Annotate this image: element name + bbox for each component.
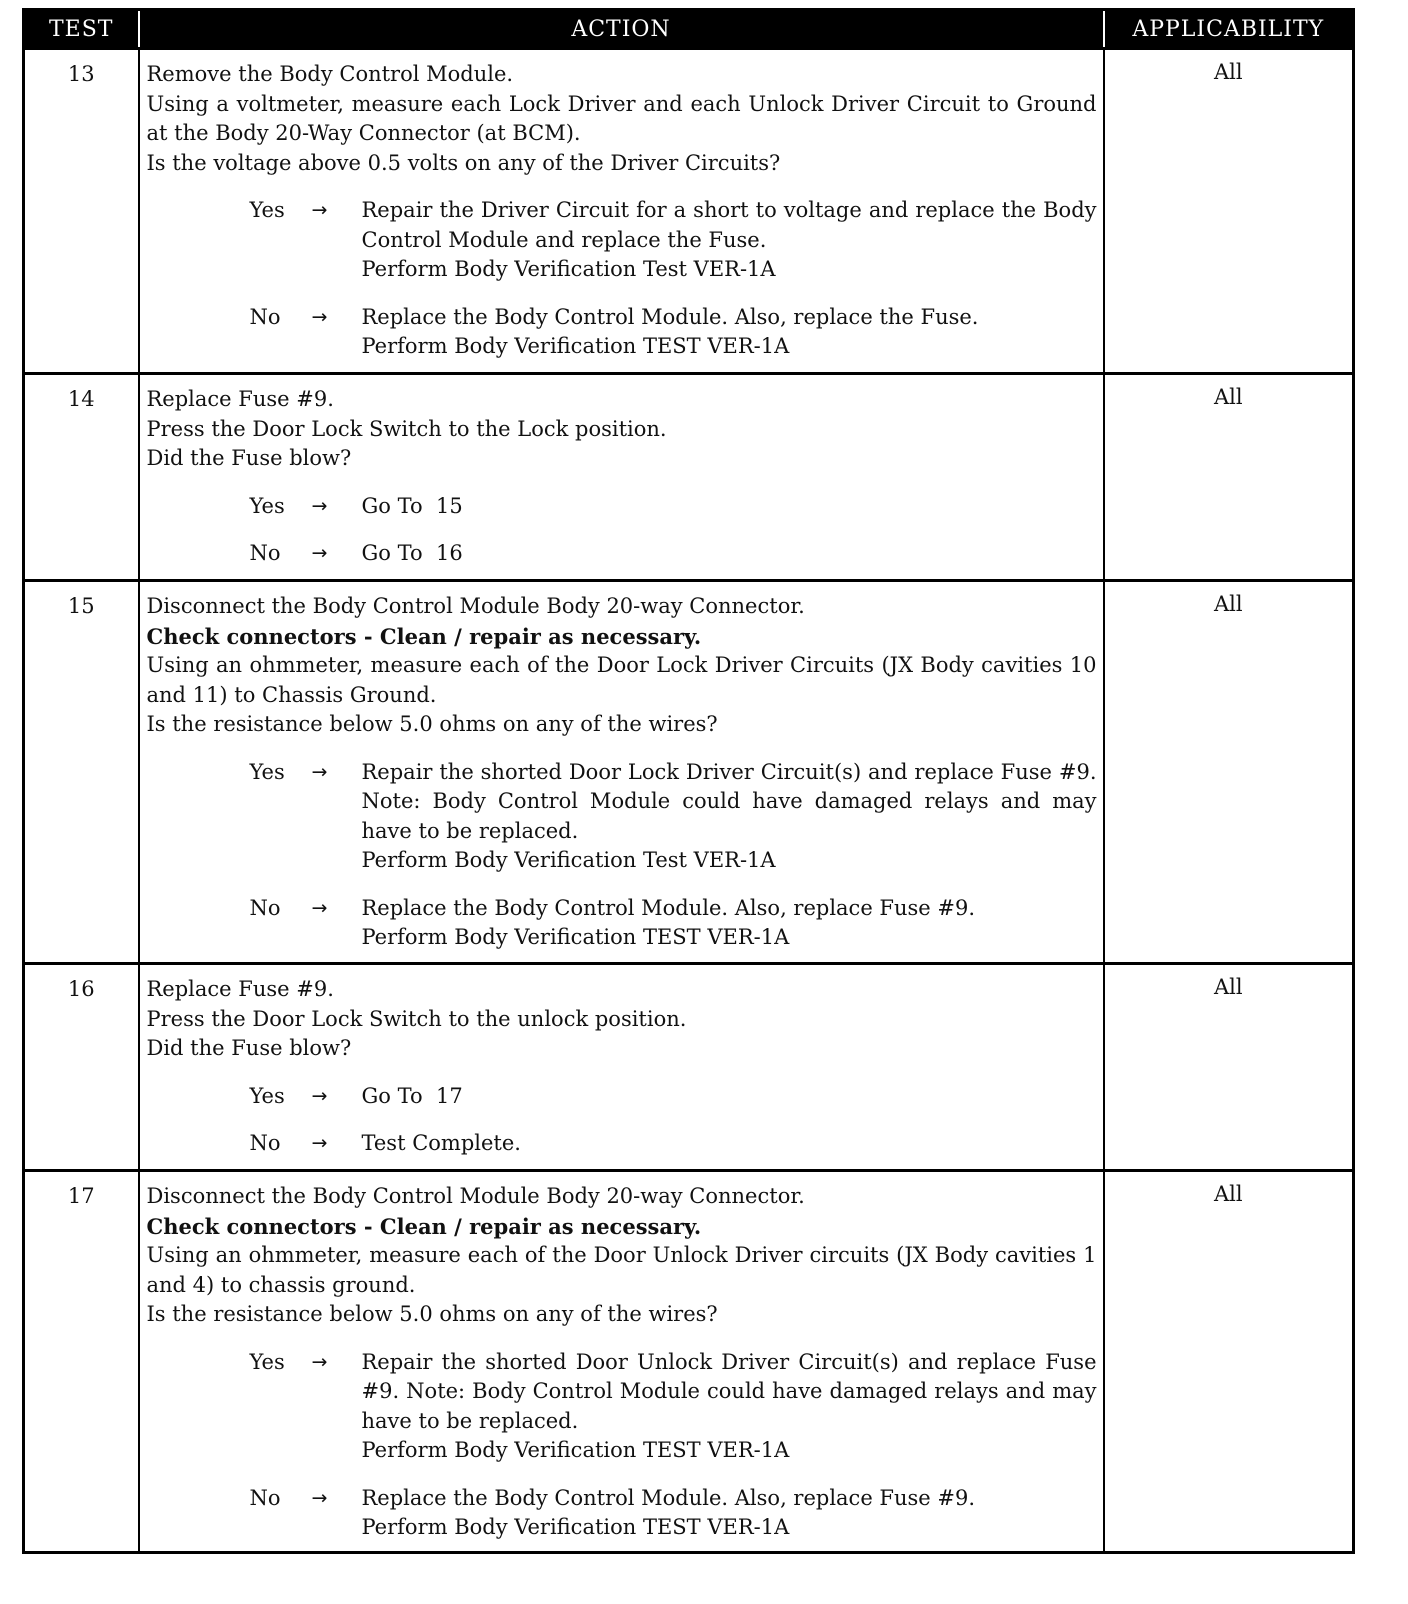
yes-label: Yes	[249, 1349, 285, 1374]
yes-instructions	[362, 1082, 1097, 1112]
right-arrow-icon: →	[311, 199, 328, 221]
action-question: Is the voltage above 0.5 volts on any of the Driver Circuits?	[146, 150, 781, 175]
right-arrow-icon: →	[311, 1132, 328, 1154]
action-step: Using an ohmmeter, measure each of the Door Lock Driver Circuits (JX Body cavities 10 and 11) to Chassis Ground.	[146, 653, 1097, 707]
no-label: No	[249, 895, 281, 920]
no-label: No	[249, 541, 281, 565]
right-arrow-icon: →	[311, 1084, 328, 1107]
action-step: Press the Door Lock Switch to the Lock position.	[146, 416, 667, 441]
no-instructions	[362, 303, 1097, 362]
test-number: 15	[24, 581, 139, 964]
outcome-line: Replace the Body Control Module. Also, replace Fuse #9.	[361, 1485, 976, 1510]
no-outcome	[250, 303, 1097, 362]
right-arrow-icon: →	[311, 542, 328, 564]
outcome-line: Repair the shorted Door Unlock Driver Circuit(s) and replace Fuse #9. Note: Body Control Module could have damaged relays and may have to be replaced.	[361, 1349, 1097, 1433]
outcome-line: Replace the Body Control Module. Also, replace the Fuse.	[361, 304, 979, 329]
applicability-value: All	[1104, 374, 1354, 581]
right-arrow-icon: →	[311, 760, 328, 783]
goto-link[interactable]: Go To 17	[361, 1083, 463, 1108]
test-row-16	[24, 964, 1354, 1171]
outcome-line: Perform Body Verification Test VER-1A	[361, 257, 776, 281]
no-instructions	[362, 1484, 1097, 1543]
action-step: Disconnect the Body Control Module Body 20-way Connector.	[146, 594, 805, 618]
test-row-17	[24, 1171, 1354, 1553]
action-question: Did the Fuse blow?	[146, 1036, 352, 1060]
yes-outcome	[250, 196, 1097, 285]
no-instructions	[362, 1129, 1097, 1159]
no-outcome	[250, 1484, 1097, 1543]
no-label: No	[249, 304, 281, 329]
goto-link[interactable]: Go To 15	[361, 493, 463, 518]
action-question: Is the resistance below 5.0 ohms on any of the wires?	[146, 1302, 718, 1326]
test-number: 17	[24, 1171, 139, 1553]
test-number: 16	[24, 964, 139, 1171]
test-row-14	[24, 374, 1354, 581]
table-header	[24, 10, 1354, 49]
yes-instructions	[362, 1348, 1097, 1466]
yes-outcome	[250, 1082, 1097, 1112]
yes-label: Yes	[249, 198, 285, 222]
applicability-value: All	[1104, 581, 1354, 964]
outcome-line: Repair the shorted Door Lock Driver Circuit(s) and replace Fuse #9. Note: Body Control Module could have damaged relays and may have to be replaced.	[361, 759, 1097, 843]
header-action: ACTION	[139, 10, 1104, 49]
action-step: Using a voltmeter, measure each Lock Driver and each Unlock Driver Circuit to Ground at the Body 20-Way Connector (at BCM).	[146, 91, 1097, 145]
no-outcome	[250, 1129, 1097, 1159]
applicability-value: All	[1104, 964, 1354, 1171]
test-number: 14	[24, 374, 139, 581]
outcome-line: Perform Body Verification TEST VER-1A	[361, 334, 790, 358]
no-instructions	[362, 894, 1097, 953]
outcome-line: Perform Body Verification Test VER-1A	[361, 848, 776, 872]
no-outcome	[250, 539, 1097, 569]
yes-label: Yes	[249, 493, 285, 518]
action-step: Replace Fuse #9.	[146, 977, 334, 1001]
no-label: No	[249, 1131, 281, 1155]
yes-outcome	[250, 492, 1097, 522]
outcome-line: Repair the Driver Circuit for a short to voltage and replace the Body Control Module and replace the Fuse.	[361, 198, 1097, 252]
action-cell	[139, 964, 1104, 1171]
yes-outcome	[250, 758, 1097, 876]
outcome-line: Replace the Body Control Module. Also, replace Fuse #9.	[361, 895, 976, 920]
action-cell	[139, 374, 1104, 581]
action-cell	[139, 1171, 1104, 1553]
outcome-line: Perform Body Verification TEST VER-1A	[361, 1515, 790, 1539]
header-applicability: APPLICABILITY	[1104, 10, 1354, 49]
action-caution: Check connectors - Clean / repair as necessary.	[146, 623, 702, 649]
action-question: Is the resistance below 5.0 ohms on any of the wires?	[146, 712, 718, 736]
applicability-value: All	[1104, 1171, 1354, 1553]
action-caution: Check connectors - Clean / repair as necessary.	[146, 1213, 702, 1239]
diagnostic-test-table	[22, 8, 1355, 1554]
right-arrow-icon: →	[311, 1486, 328, 1509]
yes-label: Yes	[249, 1083, 285, 1108]
goto-link[interactable]: Go To 16	[361, 541, 463, 565]
header-row	[24, 10, 1354, 49]
action-step: Disconnect the Body Control Module Body 20-way Connector.	[146, 1184, 805, 1208]
action-step: Replace Fuse #9.	[146, 387, 334, 411]
yes-instructions	[362, 196, 1097, 285]
right-arrow-icon: →	[311, 494, 328, 517]
yes-instructions	[362, 758, 1097, 876]
applicability-value: All	[1104, 49, 1354, 374]
yes-label: Yes	[249, 759, 285, 784]
right-arrow-icon: →	[311, 896, 328, 919]
outcome-line: Test Complete.	[361, 1131, 521, 1155]
yes-outcome	[250, 1348, 1097, 1466]
no-instructions	[362, 539, 1097, 569]
test-row-15	[24, 581, 1354, 964]
no-label: No	[249, 1485, 281, 1510]
action-step: Remove the Body Control Module.	[146, 62, 514, 86]
outcome-line: Perform Body Verification TEST VER-1A	[361, 925, 790, 949]
test-number: 13	[24, 49, 139, 374]
action-step: Using an ohmmeter, measure each of the Door Unlock Driver circuits (JX Body cavities 1 and 4) to chassis ground.	[146, 1243, 1097, 1297]
right-arrow-icon: →	[311, 305, 328, 328]
test-row-13	[24, 49, 1354, 374]
outcome-line: Perform Body Verification TEST VER-1A	[361, 1438, 790, 1462]
table-body	[24, 49, 1354, 1553]
right-arrow-icon: →	[311, 1350, 328, 1373]
no-outcome	[250, 894, 1097, 953]
action-step: Press the Door Lock Switch to the unlock position.	[146, 1006, 687, 1031]
action-cell	[139, 49, 1104, 374]
yes-instructions	[362, 492, 1097, 522]
header-test: TEST	[24, 10, 139, 49]
action-question: Did the Fuse blow?	[146, 446, 352, 470]
action-cell	[139, 581, 1104, 964]
